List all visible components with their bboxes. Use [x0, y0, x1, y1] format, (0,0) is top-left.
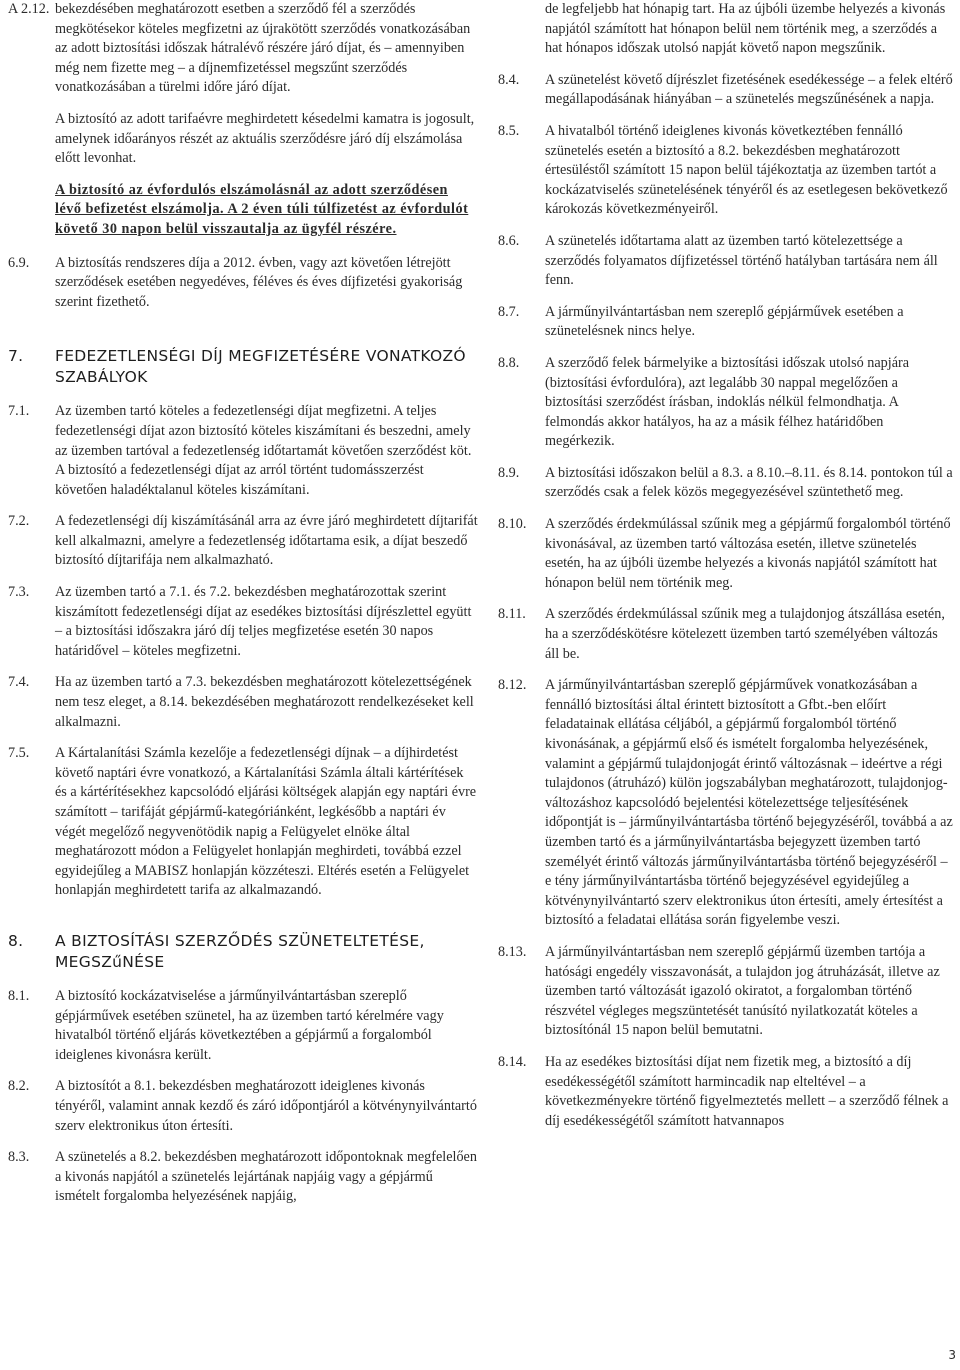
item-number: 7.2.: [8, 513, 30, 530]
item-7-5: [8, 744, 478, 901]
item-text: A szünetelés időtartama alatt az üzemben tartó kötelezettsége a szerződés folyamatos díjfizetéssel történő hatályban tartására nem áll fenn.: [545, 232, 938, 289]
item-8-8: [498, 354, 954, 452]
item-number: 8.10.: [498, 516, 527, 533]
section-8-heading: [8, 931, 478, 973]
item-text: A biztosító kockázatviselése a járműnyilvántartásban szereplő gépjárművek esetében szünetel, ha az üzemben tartó kérelmére vagy hivatalból történő eljárás következtében a gépjármű a forgalomból ideiglenes kivonásra került.: [55, 987, 444, 1063]
item-number: 6.9.: [8, 254, 30, 271]
item-text: A biztosítási időszakon belül a 8.3. a 8.10.–8.11. és 8.14. pontokon túl a szerződés csak a felek közös megegyezésével szüntethető meg.: [545, 464, 953, 501]
item-8-3: [8, 1148, 478, 1207]
item-number: 7.4.: [8, 674, 30, 691]
item-8-11: [498, 605, 954, 664]
item-7-3: [8, 583, 478, 661]
item-text: A járműnyilvántartásban szereplő gépjárművek vonatkozásában a fennálló biztosítási által érintett biztosított a Gfbt.-ben előírt feladatainak ellátása céljából, a gépjármű forgalomból történő kivonásának, a gépjármű első és ismételt forgalomba helyezésének, valamint a gépjármű tulajdonjogát érintő változásnak – ideértve a régi tulajdonos (átruházó) külön jogszabályban meghatározott, tulajdonjog-változáshoz kapcsolódó bejelentési kötelezettsége teljesítésének időpontját is – járműnyilvántartásba történő bejegyzéséről, továbbá a az üzemben tartó és a járműnyilvántartásba bejegyzett üzemben tartó személyét érintő változás járműnyilvántartásba történő bejegyzéséről – e tény járműnyilvántartásba történő bejegyzésével egyidejűleg a kötvénynyilvántartó szerv elektronikus úton értesíti, amely értesítést a biztosító a feladatai ellátása során figyelembe veszi.: [545, 677, 953, 929]
item-8-12: [498, 676, 954, 931]
item-8-10: [498, 515, 954, 593]
paragraph-a-2-12: [8, 0, 478, 98]
item-8-9: [498, 464, 954, 503]
section-title: FEDEZETLENSÉGI DÍJ MEGFIZETÉSÉRE VONATKOZÓ SZABÁLYOK: [55, 347, 466, 387]
item-number: 8.12.: [498, 677, 527, 694]
item-number: 8.6.: [498, 232, 520, 249]
item-text: A Kártalanítási Számla kezelője a fedezetlenségi díjnak – a díjhirdetést követő naptári évre vonatkozó, a Kártalanítási Számla általi kártérítések és a kártérítésekhez kapcsolódó eljárási költségek alapján egy naptári évre számított – tarifáját gépjármű-kategóriánként, legkésőbb a naptári év végét megelőző negyvenötödik napig a Felügyelet elnöke által meghatározott módon a Felügyelet honlapján meghirdeti, továbbá ezzel egyidejűleg a MABISZ honlapján közzéteszi. Eltérés esetén a Felügyelet honlapján meghirdetett tarifa az alkalmazandó.: [55, 745, 477, 899]
item-number: 8.11.: [498, 606, 526, 623]
item-text: A szerződés érdekmúlással szűnik meg a gépjármű forgalomból történő kivonásával, az üzemben tartó változása esetén, illetve szünetelés esetén, ha az újbóli üzembe helyezés a kivonás napjától számított hat hónapon belül nem történik meg.: [545, 516, 951, 591]
item-7-1: [8, 402, 478, 500]
item-text: A biztosítás rendszeres díja a 2012. évben, vagy azt követően létrejött szerződések esetében negyedéves, féléves és éves díjfizetési gyakoriság szerint fizethető.: [55, 254, 463, 310]
item-number: 8.7.: [498, 303, 520, 320]
item-text: A biztosítót a 8.1. bekezdésben meghatározott ideiglenes kivonás tényéről, valamint annak kezdő és záró időpontjáról a kötvénynyilvántartó szerv elektronikus úton értesíti.: [55, 1078, 477, 1134]
item-text: A járműnyilvántartásban nem szereplő gépjárművek esetében a szünetelésnek nincs helye.: [545, 303, 904, 340]
section-number: 7.: [8, 347, 24, 366]
item-8-2: [8, 1077, 478, 1136]
item-7-2: [8, 512, 478, 571]
left-column: [8, 0, 478, 1207]
item-6-9: [8, 254, 478, 313]
item-8-6: [498, 232, 954, 291]
item-number: 7.5.: [8, 745, 30, 762]
item-number: 8.5.: [498, 122, 520, 139]
item-8-4: [498, 71, 954, 110]
item-text: Ha az esedékes biztosítási díjat nem fizetik meg, a biztosító a díj esedékességétől számított harmincadik nap elteltével – a következményekre történő figyelmeztetés mellett – a szerződő félnek a díj esedékességétől számított hatvannapos: [545, 1053, 949, 1129]
item-text: A fedezetlenségi díj kiszámításánál arra az évre járó meghirdetett díjtarifát kell alkalmazni, amelyre a fedezetlenség időtartama esik, a díjat beszedő biztosító díjtarifája nem alkalmazható.: [55, 513, 478, 569]
item-text: A szerződő felek bármelyike a biztosítási időszak utolsó napjára (biztosítási évfordulóra), azt legalább 30 nappal megelőzően a biztosítási szerződést írásban, indoklás nélkül felmondhatja. A felmondás akkor hatályos, ha az a másik félhez határidőben megérkezik.: [545, 354, 910, 450]
item-8-5: [498, 122, 954, 220]
paragraph-8-3-continuation: de legfeljebb hat hónapig tart. Ha az újbóli üzembe helyezés a kivonás napjától számított hat hónapon belül nem történik meg, a szerződés a hat hónapos időszak utolsó napját követő napon megszűnik.: [545, 1, 946, 57]
item-number: 8.2.: [8, 1078, 30, 1095]
item-text: Az üzemben tartó a 7.1. és 7.2. bekezdésben meghatározottak szerint kiszámított fedezetlenségi díjat az esedékes biztosítási díjrészlettel együtt – a biztosítási időszakra járó díj teljes megfizetése esetén 30 napos határidővel – köteles megfizetni.: [55, 584, 472, 659]
item-number: 7.3.: [8, 584, 30, 601]
section-number: 8.: [8, 931, 24, 950]
item-text: A szünetelést követő díjrészlet fizetésének esedékessége – a felek eltérő megállapodásának hiányában – a szünetelés megszűnésének a napja.: [545, 71, 953, 108]
item-number: 8.9.: [498, 464, 520, 481]
item-8-14: [498, 1053, 954, 1131]
item-number: 8.14.: [498, 1053, 527, 1070]
paragraph-late-interest: A biztosító az adott tarifaévre meghirdetett késedelmi kamatra is jogosult, amelynek időarányos részét az aktuális szerződésre járó díj elszámolása előtt levonhat.: [55, 110, 475, 167]
item-text: A szerződés érdekmúlással szűnik meg a tulajdonjog átszállása esetén, ha a szerződéskötésre kötelezett üzemben tartó személyében változás áll be.: [545, 606, 945, 662]
section-7-heading: [8, 346, 478, 388]
section-title: A BIZTOSÍTÁSI SZERZŐDÉS SZÜNETELTETÉSE, MEGSZűNÉSE: [55, 931, 425, 971]
item-number: 8.4.: [498, 71, 520, 88]
item-text: Ha az üzemben tartó a 7.3. bekezdésben meghatározott kötelezettségének nem tesz eleget, a 8.14. bekezdésében meghatározott rendelkezéseket kell alkalmazni.: [55, 674, 474, 730]
item-text: A hivatalból történő ideiglenes kivonás következtében fennálló szünetelés esetén a biztosító a 8.2. bekezdésben meghatározott értesüléstől számított 15 napon belül tájékoztatja az üzemben tartót a kockázatviselés szünetelésének tényéről és az esetlegesen bekövetkező károkozás következményeiről.: [545, 122, 948, 218]
paragraph-number: A 2.12.: [8, 1, 50, 17]
item-text: Az üzemben tartó köteles a fedezetlenségi díjat megfizetni. A teljes fedezetlenségi díjat azon biztosító köteles kiszámítani és beszedni, amely az üzemben tartóval a fedezetlenség időtartamát követően szerződést köt. A biztosító a fedezetlenségi díjat az arról történt tudomásszerzést követően haladéktalanul köteles kiszámítani.: [55, 403, 472, 498]
item-8-7: [498, 303, 954, 342]
item-number: 8.13.: [498, 943, 527, 960]
item-8-13: [498, 943, 954, 1041]
item-number: 8.8.: [498, 354, 520, 371]
item-number: 8.3.: [8, 1149, 30, 1166]
item-number: 8.1.: [8, 987, 30, 1004]
paragraph-text: bekezdésében meghatározott esetben a szerződő fél a szerződés megkötésekor köteles megfizetni az újrakötött szerződés vonatkozásában az adott biztosítási időszak hátralévő részére járó díjat, és – amennyiben még nem fizette meg – a díjnemfizetéssel megszűnt szerződés vonatkozásában a türelmi időre járó díjat.: [55, 1, 471, 96]
right-column: [498, 0, 954, 1131]
item-text: A szünetelés a 8.2. bekezdésben meghatározott időpontoknak megfelelően a kivonás napjától a szünetelés lejártának napjáig vagy a gépjármű ismételt forgalomba helyezésének napjáig,: [55, 1149, 477, 1205]
page-number: 3: [948, 1348, 956, 1363]
paragraph-anniversary-settlement: A biztosító az évfordulós elszámolásnál az adott szerződésen lévő befizetést elszámolja. A 2 éven túli túlfizetést az évfordulót követő 30 napon belül visszautalja az ügyfél részére.: [55, 181, 469, 237]
item-text: A járműnyilvántartásban nem szereplő gépjármű üzemben tartója a hatósági engedély visszavonását, a tulajdon jog átruházását, illetve az üzemben tartó változását igazoló okiratot, a forgalomban történő részvétel végleges megszüntetését tanúsító nyilatkozatát köteles a biztosítónál 15 napon belül bemutatni.: [545, 943, 940, 1039]
item-7-4: [8, 673, 478, 732]
item-number: 7.1.: [8, 403, 30, 420]
item-8-1: [8, 987, 478, 1065]
